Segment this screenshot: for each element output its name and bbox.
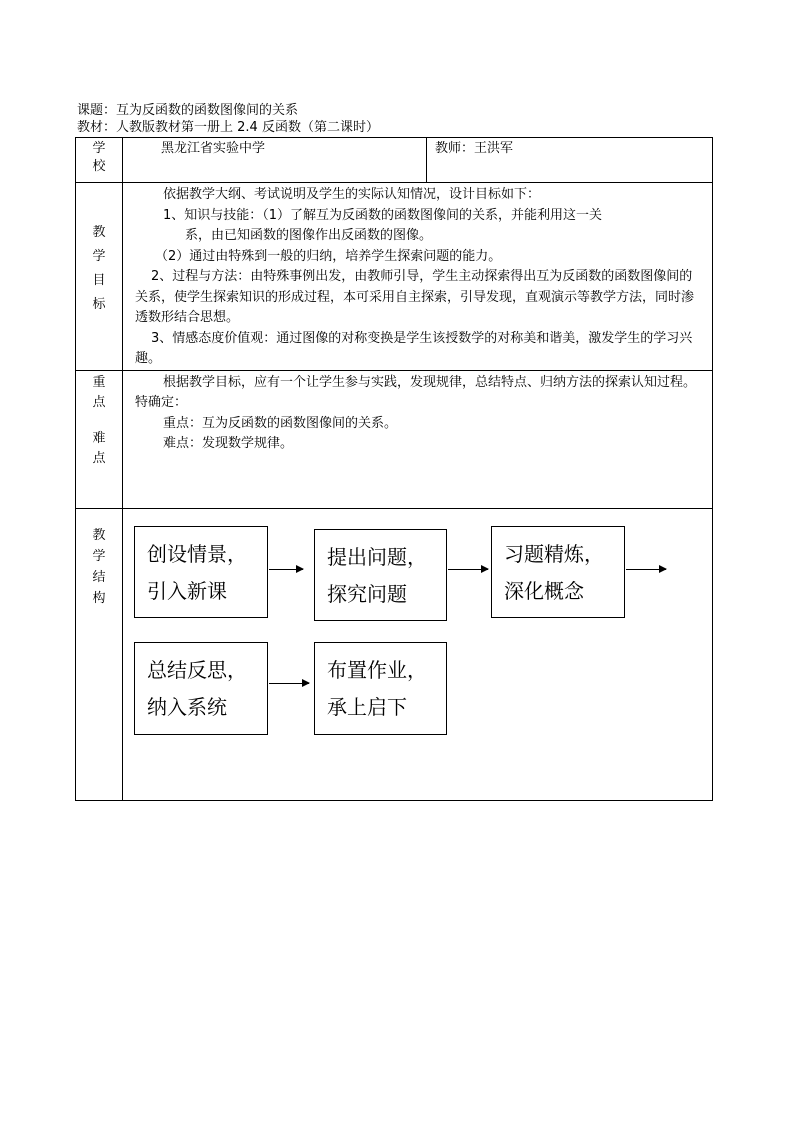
school-label: 学 校 [92,141,106,174]
goal-process: 2、过程与方法：由特殊事例出发，由教师引导，学生主动探索得出互为反函数的函数图像间的关系，使学生探索知识的形成过程，本可采用自主探索，引导发现，直观演示等教学方法，同时渗透数形结合思想。 [135,269,695,325]
lesson-topic: 课题：互为反函数的函数图像间的关系 [77,103,299,118]
lesson-plan-table [75,137,713,801]
goals-intro: 依据教学大纲、考试说明及学生的实际认知情况，设计目标如下： [163,187,541,202]
flow-arrow-3 [626,569,666,570]
key-intro: 根据教学目标，应有一个让学生参与实践，发现规律，总结特点、归纳方法的探索认知过程。特确定： [135,374,697,410]
flow-arrow-2 [448,569,488,570]
goals-label-cell [76,183,123,371]
goals-row [76,183,713,371]
structure-flowchart [123,508,713,800]
key-label: 重 点 难 点 [92,374,106,466]
flow-arrow-4 [269,683,309,684]
school-row [76,138,713,183]
goals-label: 教 学 目 标 [92,225,106,312]
flow-box-5: 布置作业， 承上启下 [314,642,447,735]
flow-box-1: 创设情景， 引入新课 [134,526,268,618]
teacher-name: 教师：王洪军 [427,138,713,183]
key-points-row [76,370,713,508]
structure-label: 教 学 结 构 [92,527,106,606]
key-point: 重点：互为反函数的函数图像间的关系。 [163,415,398,431]
structure-row [76,508,713,800]
difficult-point: 难点：发现数学规律。 [163,436,294,451]
goal-knowledge-2: （2）通过由特殊到一般的归纳，培养学生探索问题的能力。 [155,248,502,264]
goal-knowledge-cont: 系，由已知函数的图像作出反函数的图像。 [185,228,433,243]
flow-box-2: 提出问题， 探究问题 [314,529,447,621]
goals-content [123,183,713,371]
goal-knowledge: 1、知识与技能：（1）了解互为反函数的函数图像间的关系，并能利用这一关 [163,207,603,223]
goal-attitude: 3、情感态度价值观：通过图像的对称变换是学生该授数学的对称美和谐美，激发学生的学习兴趣。 [135,330,693,366]
flow-box-4: 总结反思， 纳入系统 [134,642,268,735]
key-points-content [123,370,713,508]
school-name: 黑龙江省实验中学 [123,138,427,183]
school-label-cell [76,138,123,183]
flow-arrow-1 [269,569,303,570]
flow-box-3: 习题精炼， 深化概念 [491,526,625,618]
structure-label-cell [76,508,123,800]
key-label-cell [76,370,123,508]
textbook-info: 教材：人教版教材第一册上 2.4 反函数（第二课时） [77,120,379,135]
